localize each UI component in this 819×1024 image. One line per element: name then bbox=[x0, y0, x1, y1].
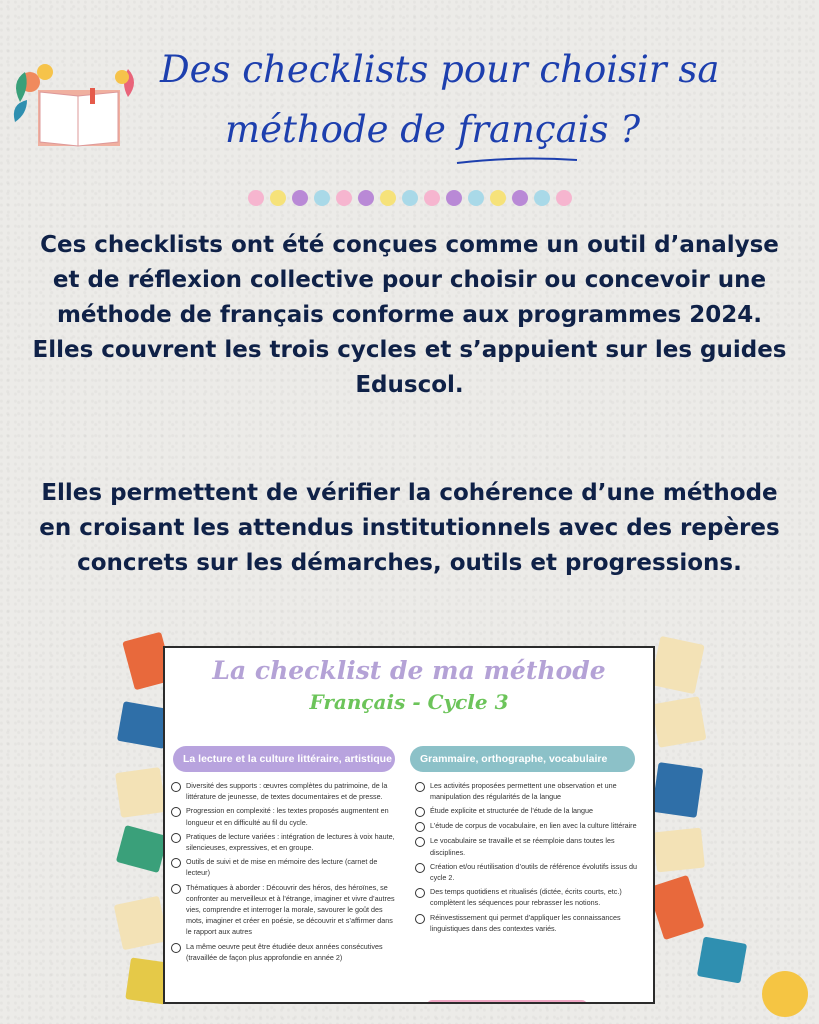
sheet-subtitle: Français - Cycle 3 bbox=[309, 690, 509, 714]
page-title-line-2: méthode de français ? bbox=[225, 108, 641, 151]
decorative-book bbox=[648, 875, 705, 940]
right-checklist bbox=[415, 780, 643, 937]
checklist-item-text: Réinvestissement qui permet d’appliquer les connaissances linguistiques dans des contextes variés. bbox=[430, 912, 621, 933]
checklist-item-text: Étude explicite et structurée de l’étude de la langue bbox=[430, 806, 594, 816]
checkbox-circle-icon[interactable] bbox=[415, 863, 425, 873]
checkbox-circle-icon[interactable] bbox=[171, 884, 181, 894]
checklist-item bbox=[171, 856, 399, 878]
checklist-item bbox=[415, 886, 643, 908]
decorative-dot bbox=[446, 190, 462, 206]
left-checklist bbox=[171, 780, 399, 966]
decorative-book bbox=[650, 636, 704, 694]
decorative-dot bbox=[402, 190, 418, 206]
decorative-dot bbox=[358, 190, 374, 206]
brand-logo bbox=[762, 971, 808, 1017]
decorative-dot bbox=[534, 190, 550, 206]
checkbox-circle-icon[interactable] bbox=[415, 782, 425, 792]
checklist-item-text: Thématiques à aborder : Découvrir des héros, des héroïnes, se confronter au merveilleux et à l’étrange, imaginer et vivre d’autres vies, comprendre et interroger la morale, savourer le goût des mots, imaginer et créer en poésie, se découvrir et s’affirmer dans le rapport aux autres bbox=[186, 882, 395, 937]
checkbox-circle-icon[interactable] bbox=[171, 943, 181, 953]
decorative-dot bbox=[424, 190, 440, 206]
section-header-bar bbox=[427, 1000, 587, 1004]
decorative-book bbox=[653, 828, 705, 873]
decorative-dot bbox=[336, 190, 352, 206]
checkbox-circle-icon[interactable] bbox=[171, 833, 181, 843]
checklist-item-text: Des temps quotidiens et ritualisés (dictée, écrits courts, etc.) complètent les séquences pour rebrasser les notions. bbox=[430, 887, 622, 908]
decorative-dot bbox=[490, 190, 506, 206]
checklist-item bbox=[171, 941, 399, 963]
checklist-sheet bbox=[163, 646, 655, 1004]
checkbox-circle-icon[interactable] bbox=[171, 807, 181, 817]
checklist-item bbox=[415, 780, 643, 802]
decorative-book bbox=[652, 762, 704, 818]
checkbox-circle-icon[interactable] bbox=[415, 888, 425, 898]
checklist-item-text: Progression en complexité : les textes proposés augmentent en longueur et en difficulté au fil du cycle. bbox=[186, 806, 389, 827]
decorative-book bbox=[697, 936, 747, 983]
decorative-dot bbox=[512, 190, 528, 206]
checklist-item bbox=[415, 835, 643, 857]
decorative-dot bbox=[556, 190, 572, 206]
decorative-book bbox=[116, 825, 168, 873]
decorative-dot bbox=[292, 190, 308, 206]
checkbox-circle-icon[interactable] bbox=[415, 822, 425, 832]
title-underline bbox=[455, 156, 580, 166]
decorative-dot bbox=[248, 190, 264, 206]
checklist-item-text: Création et/ou réutilisation d’outils de référence évolutifs issus du cycle 2. bbox=[430, 861, 637, 883]
checklist-item-text: Diversité des supports : œuvres complètes du patrimoine, de la littérature de jeunesse, de textes documentaires et de presse. bbox=[186, 781, 388, 802]
decorative-dot bbox=[468, 190, 484, 206]
decorative-book bbox=[114, 896, 169, 951]
checklist-item bbox=[171, 780, 399, 802]
decorative-dot bbox=[314, 190, 330, 206]
checklist-item bbox=[415, 805, 643, 817]
checklist-item bbox=[171, 805, 399, 827]
checklist-item bbox=[171, 831, 399, 853]
checklist-item-text: Outils de suivi et de mise en mémoire des lecture (carnet de lecteur) bbox=[186, 857, 378, 878]
checklist-item bbox=[171, 882, 399, 938]
checklist-item-text: Les activités proposées permettent une observation et une manipulation des régularités de la langue bbox=[430, 781, 617, 802]
checklist-item-text: Le vocabulaire se travaille et se réemploie dans toutes les disciplines. bbox=[430, 836, 615, 857]
intro-paragraph-1: Ces checklists ont été conçues comme un outil d’analyse et de réflexion collective pour choisir ou concevoir une méthode de français conforme aux programmes 2024. Elles couvrent les trois cycles et s’appuient sur les guides Eduscol. bbox=[32, 232, 787, 398]
checkbox-circle-icon[interactable] bbox=[415, 807, 425, 817]
open-book-illustration bbox=[10, 62, 140, 152]
intro-paragraph-2: Elles permettent de vérifier la cohérence d’une méthode en croisant les attendus institutionnels avec des repères concrets sur les démarches, outils et progressions. bbox=[39, 480, 780, 576]
checklist-item-text: La même oeuvre peut être étudiée deux années consécutives (travaillée de façon plus approfondie en année 2) bbox=[186, 941, 383, 962]
checklist-item-text: L’étude de corpus de vocabulaire, en lien avec la culture littéraire bbox=[430, 821, 637, 831]
decorative-dot bbox=[270, 190, 286, 206]
checklist-item bbox=[415, 820, 643, 832]
checkbox-circle-icon[interactable] bbox=[415, 914, 425, 924]
decorative-book bbox=[652, 696, 707, 748]
decorative-dots bbox=[248, 190, 572, 206]
page-title-line-1: Des checklists pour choisir sa bbox=[160, 48, 720, 91]
checklist-item bbox=[415, 912, 643, 934]
right-column-header: Grammaire, orthographe, vocabulaire bbox=[410, 746, 635, 772]
sheet-title: La checklist de ma méthode bbox=[212, 656, 606, 685]
decorative-dot bbox=[380, 190, 396, 206]
checkbox-circle-icon[interactable] bbox=[415, 837, 425, 847]
left-column-header: La lecture et la culture littéraire, artistique bbox=[173, 746, 395, 772]
checklist-item bbox=[415, 861, 643, 883]
checkbox-circle-icon[interactable] bbox=[171, 858, 181, 868]
checkbox-circle-icon[interactable] bbox=[171, 782, 181, 792]
checklist-item-text: Pratiques de lecture variées : intégration de lectures à voix haute, silencieuses, expressives, et en groupe. bbox=[186, 831, 395, 853]
decorative-book bbox=[115, 767, 166, 818]
